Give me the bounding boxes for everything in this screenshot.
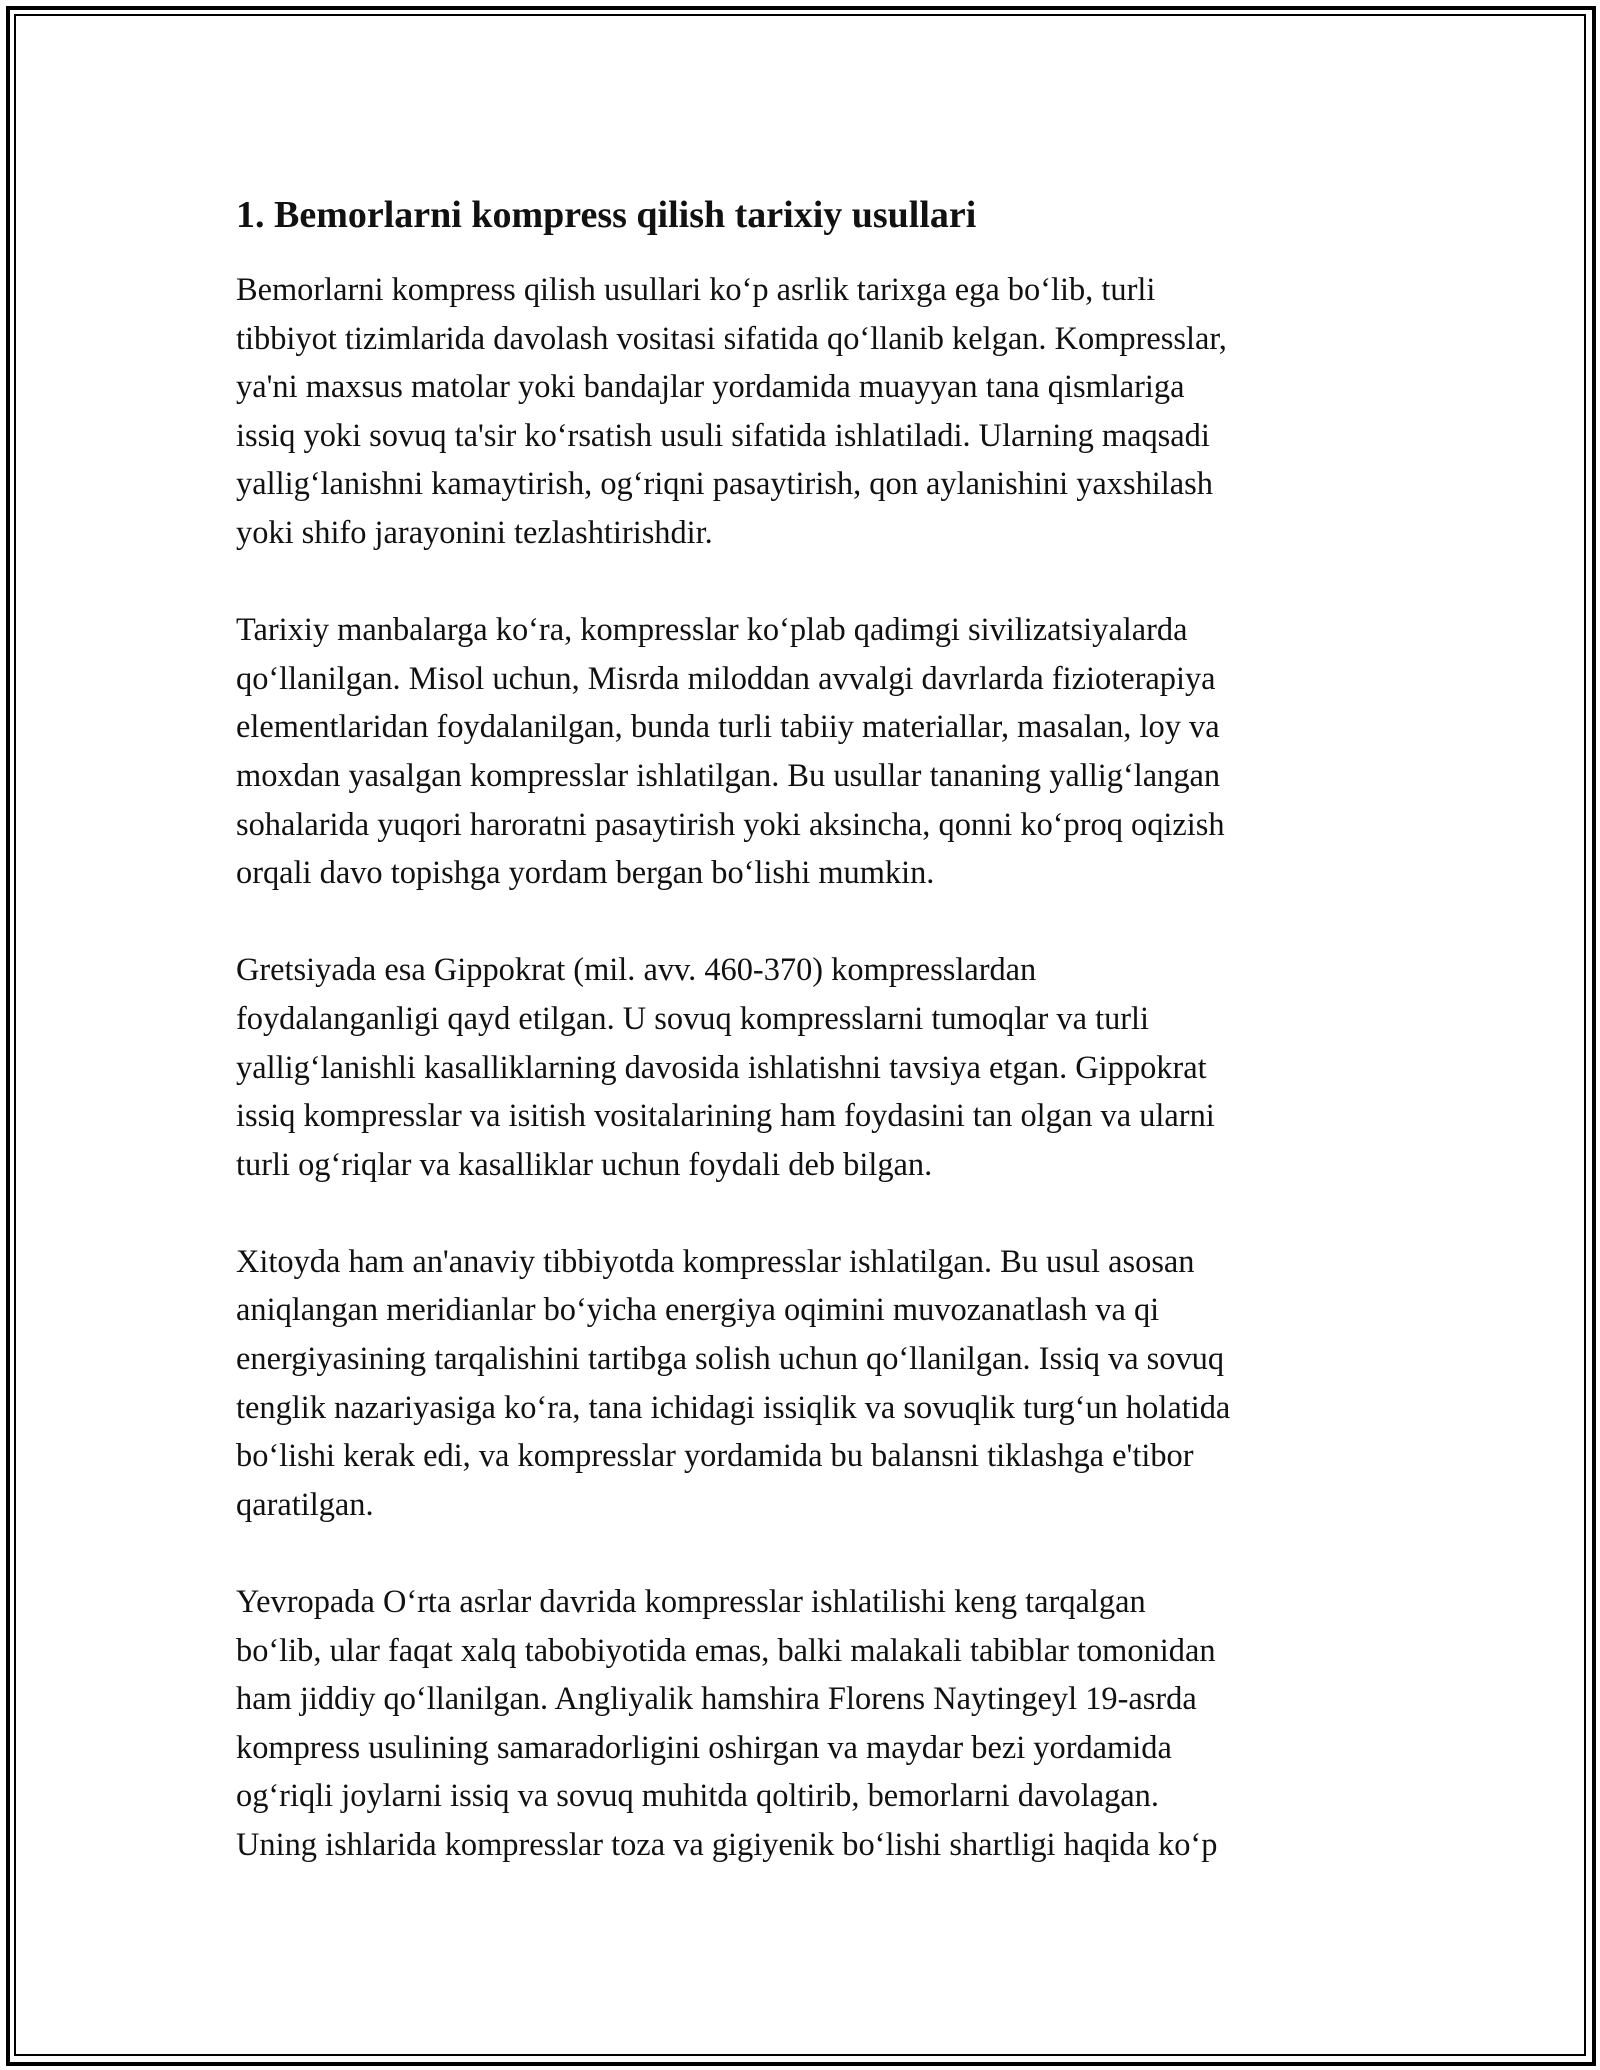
text-line: ham jiddiy qo‘llanilgan. Angliyalik hamshira Florens Naytingeyl 19-asrda — [236, 1681, 1197, 1718]
text-line: yallig‘lanishni kamaytirish, og‘riqni pasaytirish, qon aylanishini yaxshilash — [236, 466, 1213, 503]
paragraph-3 — [236, 946, 1371, 1189]
text-line: Uning ishlarida kompresslar toza va gigiyenik bo‘lishi shartligi haqida ko‘p — [236, 1827, 1218, 1863]
text-line: qo‘llanilgan. Misol uchun, Misrda miloddan avvalgi davrlarda fizioterapiya — [236, 660, 1216, 697]
text-line: bo‘lishi kerak edi, va kompresslar yordamida bu balansni tiklashga e'tibor — [236, 1438, 1194, 1475]
text-line: yoki shifo jarayonini tezlashtirishdir. — [236, 514, 713, 551]
text-line: issiq yoki sovuq ta'sir ko‘rsatish usuli sifatida ishlatiladi. Ularning maqsadi — [236, 417, 1210, 454]
text-line: energiyasining tarqalishini tartibga solish uchun qo‘llanilgan. Issiq va sovuq — [236, 1341, 1225, 1378]
text-line: bo‘lib, ular faqat xalq tabobiyotida emas, balki malakali tabiblar tomonidan — [236, 1632, 1216, 1669]
section-heading: 1. Bemorlarni kompress qilish tarixiy usullari — [236, 194, 977, 236]
text-line: foydalanganligi qayd etilgan. U sovuq kompresslarni tumoqlar va turli — [236, 1000, 1150, 1037]
text-line: yallig‘lanishli kasalliklarning davosida ishlatishni tavsiya etgan. Gippokrat — [236, 1049, 1207, 1086]
paragraph-4 — [236, 1238, 1371, 1530]
text-line: Xitoyda ham an'anaviy tibbiyotda kompresslar ishlatilgan. Bu usul asosan — [236, 1243, 1195, 1280]
text-line: sohalarida yuqori haroratni pasaytirish yoki aksincha, qonni ko‘proq oqizish — [236, 806, 1225, 843]
text-line: tibbiyot tizimlarida davolash vositasi sifatida qo‘llanib kelgan. Kompresslar, — [236, 320, 1227, 357]
text-line: Gretsiyada esa Gippokrat (mil. avv. 460-370) kompresslardan — [236, 952, 1037, 989]
text-line: Bemorlarni kompress qilish usullari ko‘p asrlik tarixga ega bo‘lib, turli — [236, 272, 1156, 308]
text-line: issiq kompresslar va isitish vositalarining ham foydasini tan olgan va ularni — [236, 1098, 1215, 1135]
text-line: kompress usulining samaradorligini oshirgan va maydar bezi yordamida — [236, 1729, 1172, 1766]
paragraph-5 — [236, 1578, 1371, 1870]
text-line: tenglik nazariyasiga ko‘ra, tana ichidagi issiqlik va sovuqlik turg‘un holatida — [236, 1389, 1231, 1426]
text-line: elementlaridan foydalanilgan, bunda turli tabiiy materiallar, masalan, loy va — [236, 709, 1220, 746]
text-line: aniqlangan meridianlar bo‘yicha energiya oqimini muvozanatlash va qi — [236, 1292, 1160, 1329]
text-line: Tarixiy manbalarga ko‘ra, kompresslar ko‘plab qadimgi sivilizatsiyalarda — [236, 612, 1188, 649]
text-line: moxdan yasalgan kompresslar ishlatilgan. Bu usullar tananing yallig‘langan — [236, 757, 1221, 794]
text-line: orqali davo topishga yordam bergan bo‘lishi mumkin. — [236, 855, 935, 892]
text-line: qaratilgan. — [236, 1486, 374, 1523]
text-line: og‘riqli joylarni issiq va sovuq muhitda qoltirib, bemorlarni davolagan. — [236, 1778, 1159, 1815]
paragraph-1 — [236, 266, 1371, 558]
text-line: Yevropada O‘rta asrlar davrida kompresslar ishlatilishi keng tarqalgan — [236, 1584, 1146, 1621]
document-body — [236, 190, 1371, 1870]
text-line: turli og‘riqlar va kasalliklar uchun foydali deb bilgan. — [236, 1146, 933, 1183]
text-line: ya'ni maxsus matolar yoki bandajlar yordamida muayyan tana qismlariga — [236, 369, 1185, 406]
paragraph-2 — [236, 606, 1371, 898]
